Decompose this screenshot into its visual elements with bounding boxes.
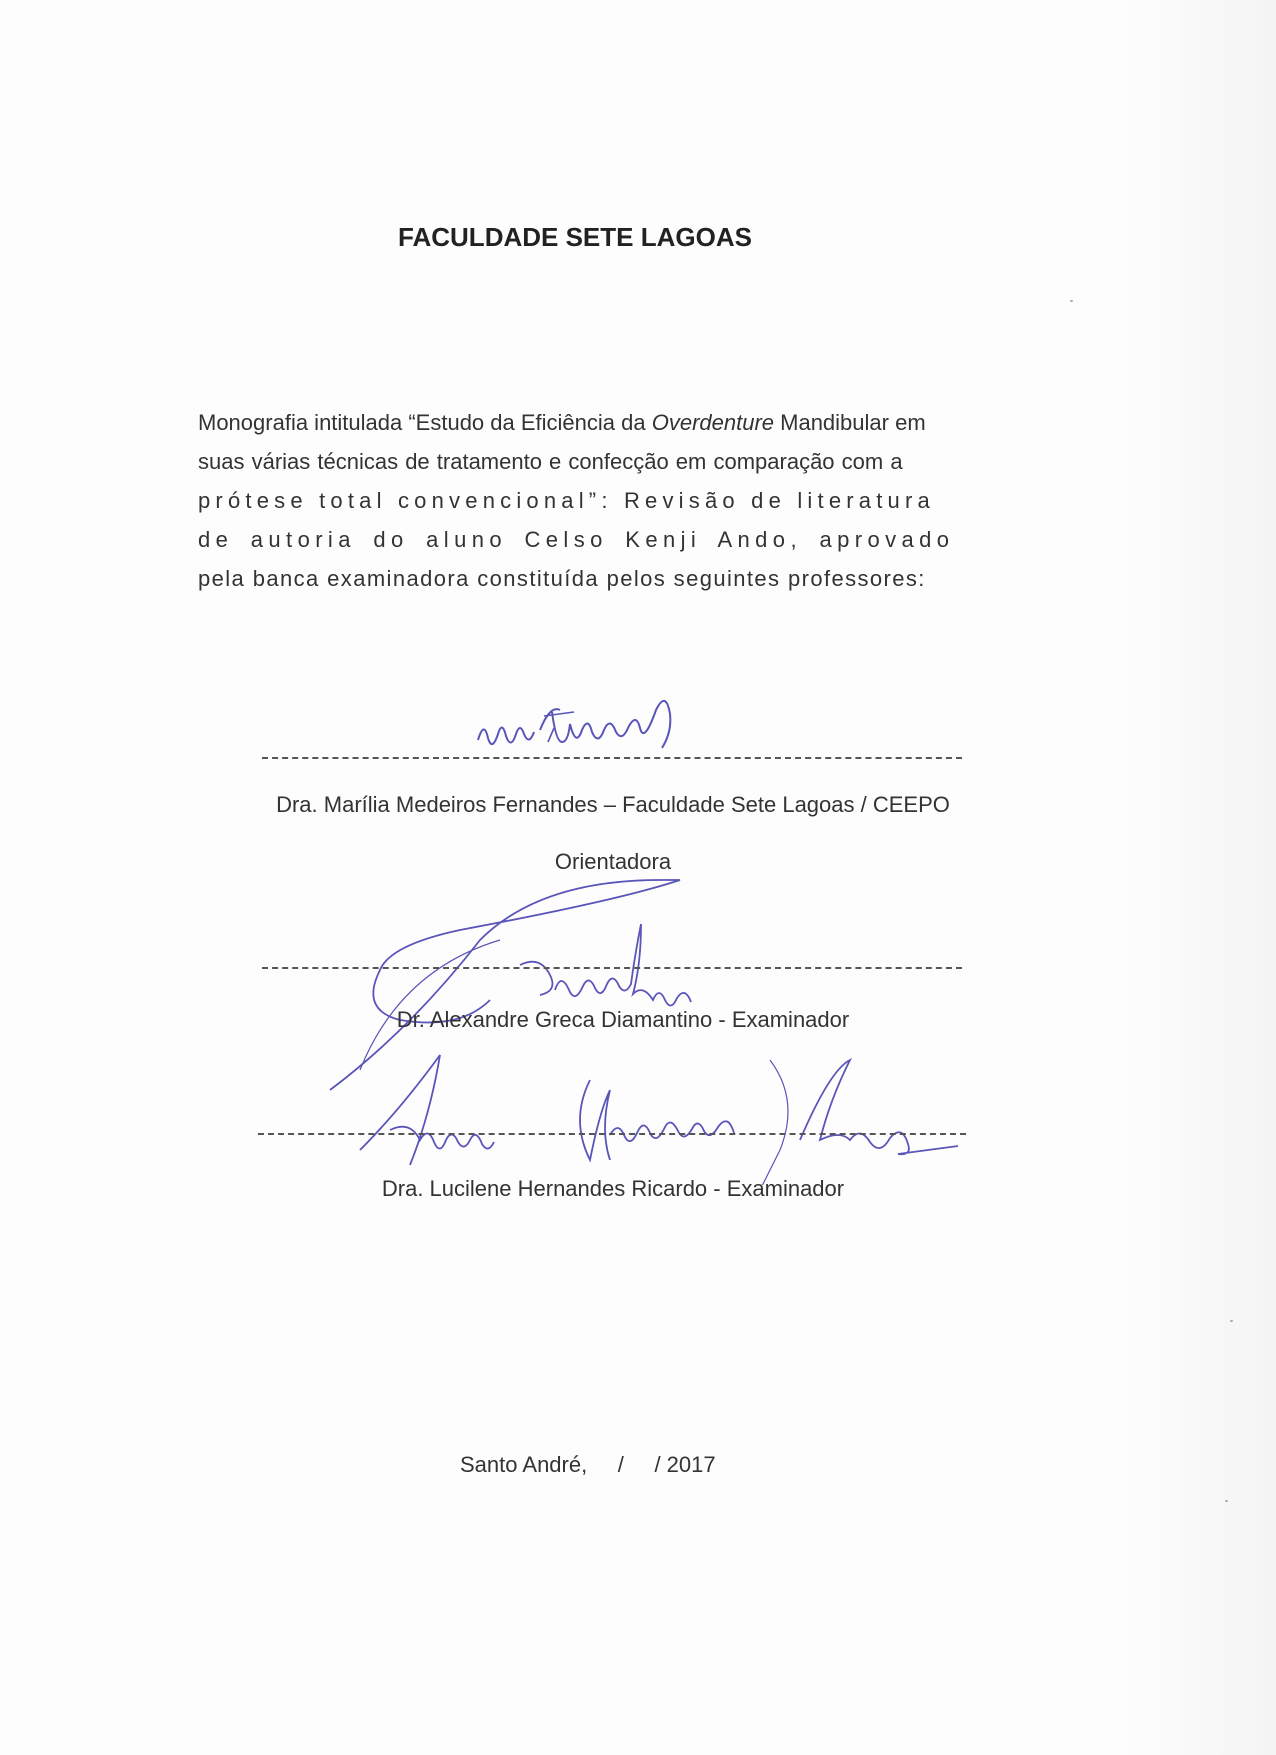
- paragraph-line-3: prótese total convencional”: Revisão de literatura: [198, 488, 935, 513]
- page-title: FACULDADE SETE LAGOAS: [398, 222, 752, 252]
- approval-paragraph: [198, 403, 1030, 598]
- scan-speck: [1230, 1320, 1233, 1322]
- signature-line-2: [262, 967, 962, 969]
- place-and-date: Santo André, / / 2017: [460, 1452, 716, 1477]
- paragraph-line-2: suas várias técnicas de tratamento e confecção em comparação com a: [198, 449, 903, 474]
- paragraph-line-4: de autoria do aluno Celso Kenji Ando, aprovado: [198, 527, 955, 552]
- paragraph-line-1: [198, 403, 1030, 442]
- paragraph-italic-term: Overdenture: [651, 410, 775, 435]
- scan-speck: [1070, 300, 1073, 302]
- scan-edge-shadow: [1126, 0, 1276, 1755]
- signature-line-3: [258, 1133, 966, 1135]
- paragraph-text: Monografia intitulada “Estudo da Eficiência da: [198, 410, 652, 435]
- signature-line-1: [262, 757, 962, 759]
- signature-1-image: [470, 692, 760, 762]
- paragraph-line-5: pela banca examinadora constituída pelos seguintes professores:: [198, 566, 926, 591]
- signatory-1-role: Orientadora: [554, 849, 672, 874]
- signatory-3-name: Dra. Lucilene Hernandes Ricardo - Examinador: [381, 1176, 845, 1201]
- signatory-1-name: Dra. Marília Medeiros Fernandes – Faculdade Sete Lagoas / CEEPO: [276, 792, 950, 817]
- scan-speck: [1225, 1500, 1228, 1502]
- signatory-2-name: Dr. Alexandre Greca Diamantino - Examinador: [396, 1007, 850, 1032]
- signature-3-image: [330, 1040, 970, 1185]
- paragraph-text: Mandibular em: [774, 410, 926, 435]
